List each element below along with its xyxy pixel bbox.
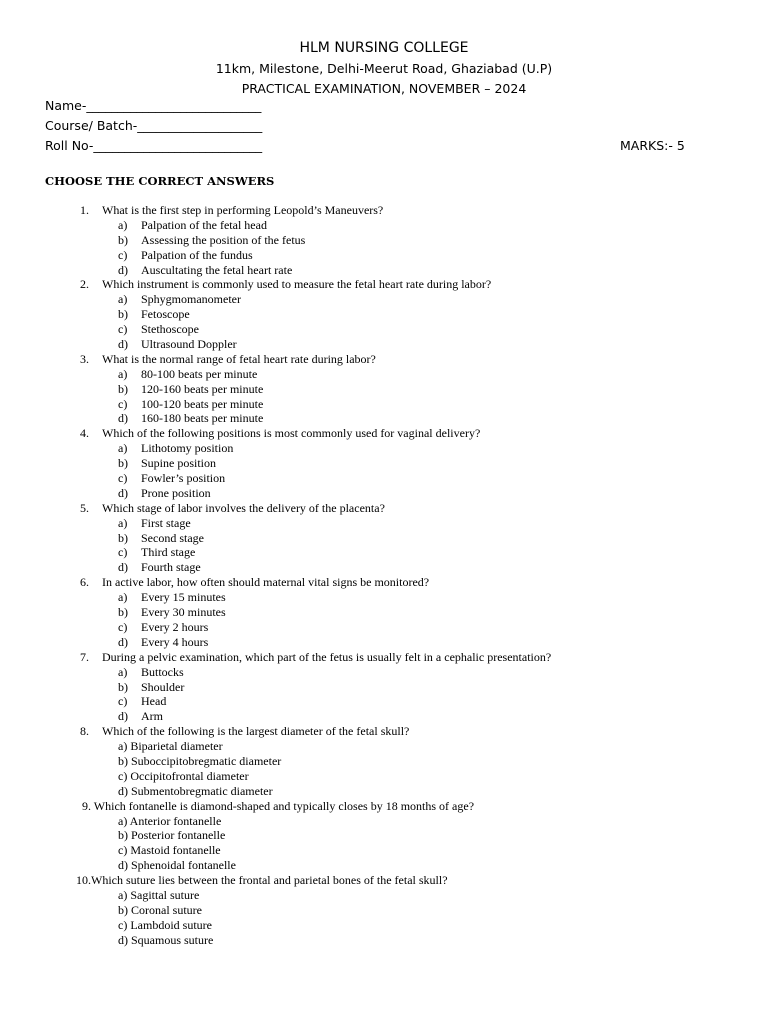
option-item [0,754,768,769]
question-number: 8. [80,724,89,739]
option-item [0,307,768,322]
question-item [0,799,768,814]
question-item [0,575,768,590]
option-item [0,903,768,918]
option-text: Shoulder [141,679,185,694]
option-letter: c) [118,471,128,486]
option-text: a) Anterior fontanelle [118,813,222,828]
question-item [0,650,768,665]
question-number: 1. [80,203,89,217]
question-text: Which of the following is the largest diameter of the fetal skull? [102,724,410,739]
question-text: 9. Which fontanelle is diamond-shaped and typically closes by 18 months of age? [82,798,475,813]
option-letter: c) [118,619,128,634]
option-item [0,739,768,754]
exam-title: PRACTICAL EXAMINATION, NOVEMBER – 2024 [241,81,527,96]
option-text: Supine position [141,456,217,471]
roll-no-field: Roll No-___________________________ [45,138,263,153]
option-text: Buttocks [141,664,184,679]
option-text: Every 4 hours [141,634,209,649]
question-item [0,501,768,516]
option-item [0,665,768,680]
option-text: d) Squamous suture [118,932,214,947]
option-item [0,888,768,903]
option-item [0,858,768,873]
option-item [0,292,768,307]
option-item [0,263,768,278]
name-field: Name-____________________________ [45,98,262,113]
option-text: Second stage [141,530,204,545]
question-text: Which of the following positions is most commonly used for vaginal delivery? [102,426,481,441]
option-letter: b) [118,605,128,620]
option-letter: d) [118,709,128,724]
option-letter: c) [118,322,128,337]
option-item [0,680,768,695]
option-item [0,814,768,829]
option-letter: c) [118,247,128,262]
option-text: Arm [141,709,163,724]
option-text: 160-180 beats per minute [141,411,264,426]
option-item [0,918,768,933]
option-item [0,441,768,456]
option-text: c) Occipitofrontal diameter [118,768,249,783]
option-item [0,590,768,605]
option-text: b) Coronal suture [118,902,202,917]
option-text: First stage [141,515,191,530]
option-text: 100-120 beats per minute [141,396,264,411]
option-item [0,635,768,650]
option-item [0,218,768,233]
option-letter: d) [118,485,128,500]
option-letter: a) [118,441,128,456]
question-item [0,873,768,888]
question-text: During a pelvic examination, which part of the fetus is usually felt in a cephalic presentation? [102,649,552,664]
option-text: d) Sphenoidal fontanelle [118,858,236,873]
option-letter: d) [118,337,128,352]
option-text: c) Mastoid fontanelle [118,843,221,858]
option-item [0,709,768,724]
option-letter: a) [118,590,128,605]
option-letter: a) [118,292,128,307]
option-item [0,337,768,352]
option-letter: b) [118,679,128,694]
option-text: b) Posterior fontanelle [118,828,226,843]
question-list [0,203,768,948]
option-item [0,471,768,486]
option-text: b) Suboccipitobregmatic diameter [118,753,282,768]
option-letter: a) [118,217,128,232]
option-text: Palpation of the fetal head [141,217,267,232]
option-text: Third stage [141,545,196,560]
option-item [0,382,768,397]
option-text: Every 15 minutes [141,590,226,605]
question-number: 3. [80,351,89,366]
option-text: c) Lambdoid suture [118,917,212,932]
option-item [0,784,768,799]
college-name: HLM NURSING COLLEGE [299,40,469,56]
option-item [0,233,768,248]
question-number: 2. [80,277,89,292]
question-item [0,203,768,218]
option-text: Fourth stage [141,560,201,575]
option-letter: a) [118,366,128,381]
option-letter: b) [118,307,128,322]
option-item [0,620,768,635]
option-item [0,516,768,531]
course-batch-field: Course/ Batch-____________________ [45,118,263,133]
option-item [0,486,768,501]
option-text: Sphygmomanometer [141,292,241,307]
option-text: Prone position [141,485,211,500]
section-title: CHOOSE THE CORRECT ANSWERS [45,174,275,188]
option-item [0,531,768,546]
option-item [0,560,768,575]
option-letter: c) [118,396,128,411]
option-letter: b) [118,232,128,247]
question-text: What is the normal range of fetal heart rate during labor? [102,351,376,366]
college-address: 11km, Milestone, Delhi-Meerut Road, Ghaziabad (U.P) [215,61,553,76]
option-letter: a) [118,515,128,530]
option-item [0,322,768,337]
option-text: Lithotomy position [141,441,234,456]
option-item [0,605,768,620]
option-text: a) Sagittal suture [118,887,200,902]
question-text: In active labor, how often should maternal vital signs be monitored? [102,575,430,590]
option-letter: b) [118,530,128,545]
option-item [0,694,768,709]
option-text: Auscultating the fetal heart rate [141,262,293,277]
option-text: Every 30 minutes [141,605,226,620]
option-text: d) Submentobregmatic diameter [118,783,273,798]
question-item [0,277,768,292]
option-letter: d) [118,560,128,575]
option-letter: a) [118,664,128,679]
option-text: 120-160 beats per minute [141,381,264,396]
option-text: Ultrasound Doppler [141,337,237,352]
question-number: 5. [80,500,89,515]
option-item [0,933,768,948]
question-item [0,724,768,739]
option-item [0,843,768,858]
option-item [0,411,768,426]
option-item [0,828,768,843]
option-item [0,397,768,412]
option-letter: b) [118,456,128,471]
option-text: Assessing the position of the fetus [141,232,306,247]
option-text: a) Biparietal diameter [118,739,223,754]
question-text: Which stage of labor involves the delivery of the placenta? [102,500,385,515]
option-text: Head [141,694,167,709]
option-text: Fowler’s position [141,471,226,486]
question-item [0,352,768,367]
option-letter: d) [118,262,128,277]
question-number: 6. [80,575,89,590]
option-letter: b) [118,381,128,396]
marks-label: MARKS:- 5 [620,138,685,153]
option-letter: c) [118,545,128,560]
option-item [0,545,768,560]
option-item [0,769,768,784]
option-letter: d) [118,411,128,426]
option-letter: c) [118,694,128,709]
option-item [0,248,768,263]
option-text: 80-100 beats per minute [141,366,258,381]
option-text: Stethoscope [141,322,199,337]
question-item [0,426,768,441]
option-text: Palpation of the fundus [141,247,253,262]
question-number: 4. [80,426,89,441]
question-number: 7. [80,649,89,664]
question-text: 10.Which suture lies between the frontal and parietal bones of the fetal skull? [76,873,448,888]
option-item [0,367,768,382]
question-text: Which instrument is commonly used to measure the fetal heart rate during labor? [102,277,492,292]
option-item [0,456,768,471]
option-text: Every 2 hours [141,619,209,634]
question-text: What is the first step in performing Leopold’s Maneuvers? [102,203,384,217]
option-text: Fetoscope [141,307,190,322]
option-letter: d) [118,634,128,649]
